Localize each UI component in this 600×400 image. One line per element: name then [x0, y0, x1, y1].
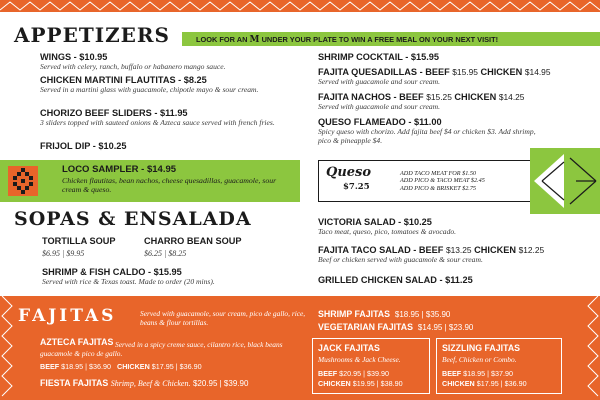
promo-text-post: UNDER YOUR PLATE TO WIN A FREE MEAL ON YOUR NEXT VISIT! [261, 35, 499, 44]
item-name: QUESO FLAMEADO - $11.00 [318, 117, 442, 127]
appetizers-heading: APPETIZERS [14, 23, 170, 47]
jack-prices-beef [318, 369, 389, 378]
diamond-emblem-icon [8, 166, 38, 196]
item-name: WINGS - $10.95 [40, 52, 108, 62]
menu-item [40, 108, 276, 127]
price-label: CHICKEN [318, 379, 351, 388]
item-desc: Beef or chicken served with guacamole & sour cream. [318, 255, 483, 264]
item-price: $18.95 | $35.90 [394, 310, 451, 319]
item-price: $14.95 | $23.90 [417, 323, 474, 332]
menu-item [40, 141, 290, 151]
top-pattern-band [0, 0, 600, 12]
menu-item [318, 117, 548, 145]
item-mid: CHICKEN [474, 245, 516, 255]
item-price: $18.95 | $37.90 [463, 369, 514, 378]
item-name [318, 92, 588, 102]
item-price: $17.95 | $36.90 [151, 362, 202, 371]
item-mid: CHICKEN [454, 92, 497, 102]
item-price: $15.95 [452, 67, 478, 77]
shrimp-fajitas-name [318, 309, 450, 319]
azteca-fajitas-desc: Served in a spicy creme sauce, cilantro rice, black beans guacamole & pico de gallo. [40, 340, 283, 358]
item-name: SHRIMP COCKTAIL - $15.95 [318, 52, 439, 62]
sopas-heading [14, 208, 252, 230]
item-name: VICTORIA SALAD - $10.25 [318, 217, 432, 227]
queso-addon: ADD PICO & TACO MEAT $2.45 [400, 177, 485, 185]
item-name: CHORIZO BEEF SLIDERS - $11.95 [40, 108, 188, 118]
item-name-text: VEGETARIAN FAJITAS [318, 322, 413, 332]
promo-text-pre: LOOK FOR AN [196, 35, 248, 44]
queso-addon: ADD PICO & BRISKET $2.75 [400, 184, 477, 192]
menu-item [40, 75, 290, 94]
item-desc: Served with rice & Texas toast. Made to order (20 mins). [42, 277, 215, 286]
queso-addons [400, 170, 485, 192]
item-price: $14.25 [498, 92, 525, 102]
item-desc: Spicy queso with chorizo. Add fajita beef $4 or chicken $3. Add shrimp, pico & pineapple $4. [318, 127, 536, 145]
item-name: FRIJOL DIP - $10.25 [40, 141, 127, 151]
jack-prices-chicken [318, 379, 403, 388]
item-price: $18.95 | $36.90 [61, 362, 112, 371]
item-price: $15.25 [426, 92, 452, 102]
menu-item [318, 275, 588, 285]
item-price: $20.95 | $39.90 [192, 379, 249, 388]
price-label: BEEF [442, 369, 462, 378]
sizzling-prices-chicken [442, 379, 527, 388]
jack-fajitas-name: JACK FAJITAS [318, 343, 380, 353]
item-desc: Taco meat, queso, pico, tomatoes & avocado. [318, 227, 457, 236]
item-name-text: FAJITA QUESADILLAS - BEEF [318, 67, 450, 77]
item-price: $6.25 | $8.25 [144, 249, 187, 258]
loco-sampler-name: LOCO SAMPLER - $14.95 [62, 164, 177, 175]
item-name [318, 67, 588, 77]
menu-item [40, 52, 302, 71]
loco-sampler-desc: Chicken flautitas, bean nachos, cheese quesadillas, guacamole, sour cream & queso. [62, 176, 277, 194]
menu-item [318, 52, 588, 62]
sizzling-fajitas-desc: Beef, Chicken or Combo. [442, 355, 517, 364]
sizzling-prices-beef [442, 369, 513, 378]
queso-title: Queso [326, 165, 372, 180]
item-name: CHARRO BEAN SOUP [144, 236, 242, 246]
sopas-heading-text: SOPAS & ENSALADA [14, 208, 252, 230]
fajitas-heading: FAJITAS [18, 306, 117, 326]
item-name: GRILLED CHICKEN SALAD - $11.25 [318, 275, 473, 285]
item-price: $19.95 | $38.90 [352, 379, 403, 388]
item-price: $17.95 | $36.90 [476, 379, 527, 388]
item-name-text: FIESTA FAJITAS [40, 378, 109, 388]
price-label: BEEF [318, 369, 338, 378]
menu-item [42, 267, 300, 286]
item-name: CHICKEN MARTINI FLAUTITAS - $8.25 [40, 75, 207, 85]
jack-fajitas-desc: Mushrooms & Jack Cheese. [318, 355, 401, 364]
menu-item [318, 217, 588, 236]
loco-sampler-panel [0, 160, 300, 202]
item-desc: Served with guacamole and sour cream. [318, 102, 441, 111]
menu-item [318, 67, 588, 86]
item-name-text: FAJITA NACHOS - BEEF [318, 92, 424, 102]
item-name: SHRIMP & FISH CALDO - $15.95 [42, 267, 182, 277]
queso-addon: ADD TACO MEAT FOR $1.50 [400, 170, 477, 177]
item-desc: 3 sliders topped with sauteed onions & Azteca sauce served with french fries. [40, 118, 275, 127]
menu-item [318, 245, 588, 264]
item-name-text: AZTECA FAJITAS [40, 337, 114, 347]
item-price: $13.25 [445, 245, 472, 255]
item-desc: Served in a martini glass with guacamole, chipotle mayo & sour cream. [40, 85, 259, 94]
azteca-prices [40, 362, 202, 371]
item-name-text: SHRIMP FAJITAS [318, 309, 391, 319]
fajitas-intro: Served with guacamole, sour cream, pico de gallo, rice, beans & flour tortillas. [140, 309, 306, 327]
item-price: $6.95 | $9.95 [42, 249, 85, 258]
vegetarian-fajitas-name [318, 322, 473, 332]
promo-banner [182, 32, 600, 46]
queso-price: $7.25 [343, 182, 370, 192]
fiesta-fajitas-name [40, 378, 248, 388]
item-name-text: FAJITA TACO SALAD - BEEF [318, 245, 444, 255]
item-desc: Served with celery, ranch, buffalo or habanero mango sauce. [40, 62, 226, 71]
item-name [318, 245, 588, 255]
item-desc: Shrimp, Beef & Chicken. [110, 379, 191, 388]
item-name: TORTILLA SOUP [42, 236, 116, 246]
item-price: $14.95 [524, 67, 551, 77]
item-price: $12.25 [518, 245, 545, 255]
menu-item [144, 236, 294, 258]
item-mid: CHICKEN [480, 67, 523, 77]
arrow-pattern-panel [530, 148, 600, 214]
menu-item [42, 236, 142, 258]
price-label: CHICKEN [442, 379, 475, 388]
menu-item [318, 92, 588, 111]
item-price: $20.95 | $39.90 [339, 369, 390, 378]
promo-m-letter: M [249, 35, 260, 45]
item-desc: Served with guacamole and sour cream. [318, 77, 441, 86]
price-label: BEEF [40, 362, 60, 371]
sizzling-fajitas-name: SIZZLING FAJITAS [442, 343, 521, 353]
price-label: CHICKEN [117, 362, 150, 371]
